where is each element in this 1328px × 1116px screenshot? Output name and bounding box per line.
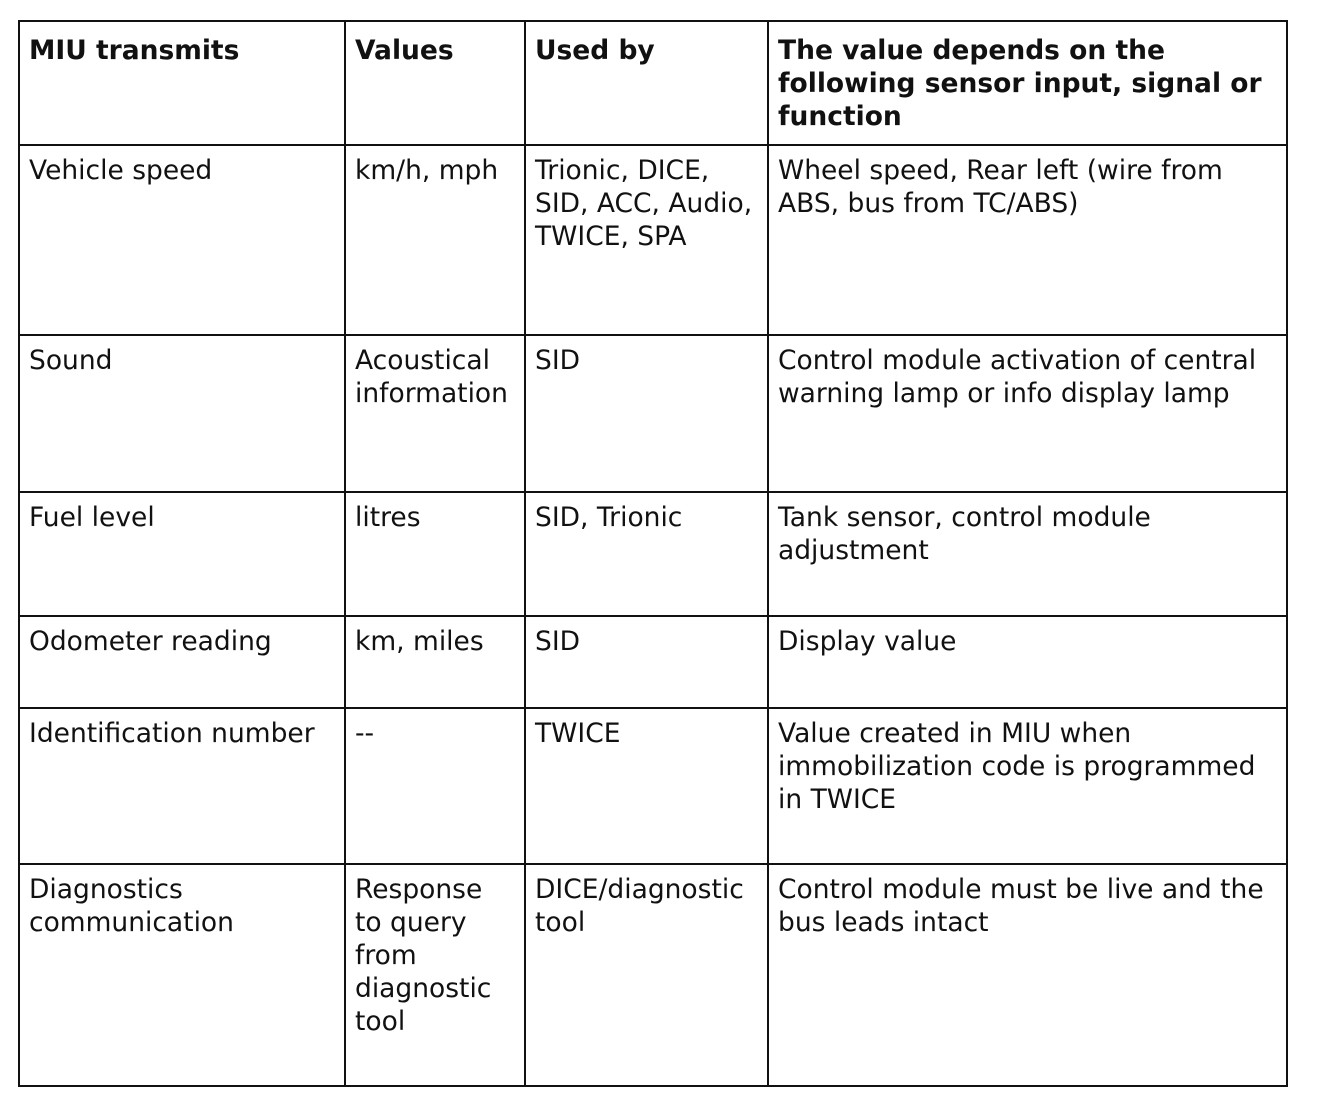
- cell-values: Acoustical information: [345, 335, 525, 492]
- cell-used-by: SID, Trionic: [525, 492, 768, 616]
- cell-used-by: Trionic, DICE, SID, ACC, Audio, TWICE, SPA: [525, 145, 768, 335]
- miu-transmission-table: [18, 20, 1288, 1087]
- table-row: [19, 492, 1287, 616]
- table-row: [19, 145, 1287, 335]
- cell-miu-transmits: Odometer reading: [19, 616, 345, 708]
- table-header-row: [19, 21, 1287, 145]
- cell-depends-on: Tank sensor, control module adjustment: [768, 492, 1287, 616]
- table-row: [19, 335, 1287, 492]
- cell-values: litres: [345, 492, 525, 616]
- cell-depends-on: Value created in MIU when immobilization code is programmed in TWICE: [768, 708, 1287, 864]
- cell-depends-on: Wheel speed, Rear left (wire from ABS, bus from TC/ABS): [768, 145, 1287, 335]
- table-row: [19, 864, 1287, 1086]
- table-row: [19, 616, 1287, 708]
- cell-used-by: DICE/diagnostic tool: [525, 864, 768, 1086]
- header-value-depends-on: The value depends on the following sensor input, signal or function: [768, 21, 1287, 145]
- header-miu-transmits: MIU transmits: [19, 21, 345, 145]
- cell-depends-on: Control module must be live and the bus leads intact: [768, 864, 1287, 1086]
- cell-used-by: TWICE: [525, 708, 768, 864]
- cell-miu-transmits: Sound: [19, 335, 345, 492]
- header-values: Values: [345, 21, 525, 145]
- cell-values: km/h, mph: [345, 145, 525, 335]
- cell-miu-transmits: Diagnostics communication: [19, 864, 345, 1086]
- cell-depends-on: Display value: [768, 616, 1287, 708]
- cell-miu-transmits: Fuel level: [19, 492, 345, 616]
- cell-values: km, miles: [345, 616, 525, 708]
- header-used-by: Used by: [525, 21, 768, 145]
- table-row: [19, 708, 1287, 864]
- cell-depends-on: Control module activation of central warning lamp or info display lamp: [768, 335, 1287, 492]
- cell-values: Response to query from diagnostic tool: [345, 864, 525, 1086]
- cell-used-by: SID: [525, 335, 768, 492]
- cell-values: --: [345, 708, 525, 864]
- cell-miu-transmits: Vehicle speed: [19, 145, 345, 335]
- cell-used-by: SID: [525, 616, 768, 708]
- cell-miu-transmits: Identification number: [19, 708, 345, 864]
